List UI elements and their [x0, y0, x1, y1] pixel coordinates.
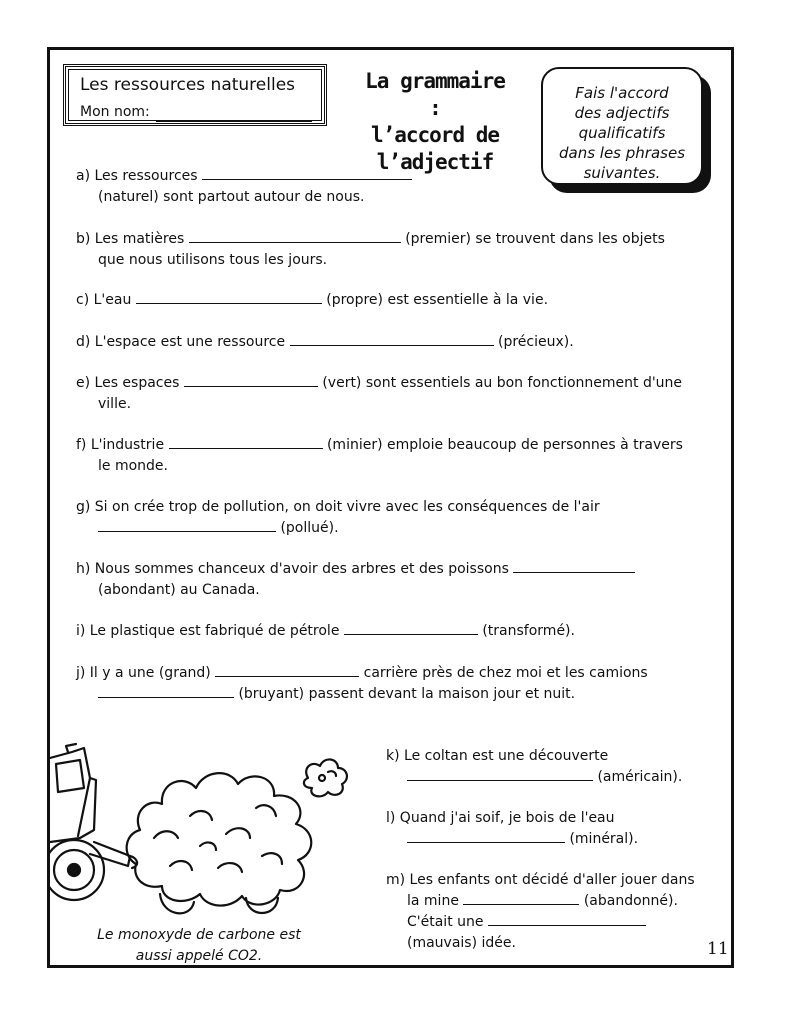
question-g: g) Si on crée trop de pollution, on doit vivre avec les conséquences de l'air (pollué).: [76, 499, 600, 536]
name-label: Mon nom:: [80, 104, 150, 120]
worksheet-title: Les ressources naturelles: [80, 75, 296, 95]
question-e: e) Les espaces (vert) sont essentiels au bon fonctionnement d'une ville.: [76, 375, 683, 412]
question-k: k) Le coltan est une découverte (américain).: [386, 748, 683, 785]
answer-blank-m2[interactable]: [488, 912, 646, 926]
answer-blank-c[interactable]: [136, 290, 322, 304]
question-a: a) Les ressources (naturel) sont partout autour de nous.: [76, 166, 412, 208]
question-d: d) L'espace est une ressource (précieux).: [76, 334, 574, 350]
answer-blank-g[interactable]: [98, 518, 276, 532]
page-heading: La grammaire : l’accord de l’adjectif: [365, 69, 505, 174]
truck-exhaust-cloud-icon: [50, 738, 370, 928]
answer-blank-b[interactable]: [189, 229, 401, 243]
question-m: m) Les enfants ont décidé d'aller jouer dans la mine (abandonné). C'était une (mauvais) idée.: [386, 872, 695, 951]
question-j: j) Il y a une (grand) carrière près de chez moi et les camions (bruyant) passent devant la maison jour et nuit.: [76, 665, 648, 702]
instructions-card: Fais l'accord des adjectifs qualificatifs dans les phrases suivantes.: [541, 67, 703, 185]
answer-blank-h[interactable]: [513, 559, 635, 573]
question-h: h) Nous sommes chanceux d'avoir des arbres et des poissons (abondant) au Canada.: [76, 559, 635, 601]
answer-blank-k[interactable]: [407, 767, 593, 781]
answer-blank-d[interactable]: [290, 332, 494, 346]
question-i: i) Le plastique est fabriqué de pétrole (transformé).: [76, 623, 575, 639]
title-box: [63, 64, 327, 126]
illustration-caption: Le monoxyde de carbone est aussi appelé CO2.: [97, 927, 301, 964]
answer-blank-i[interactable]: [344, 621, 478, 635]
answer-blank-f[interactable]: [169, 435, 323, 449]
question-f: f) L'industrie (minier) emploie beaucoup de personnes à travers le monde.: [76, 437, 683, 474]
answer-blank-j2[interactable]: [98, 684, 234, 698]
name-field[interactable]: [156, 121, 312, 122]
question-l: l) Quand j'ai soif, je bois de l'eau (minéral).: [386, 810, 639, 847]
answer-blank-j1[interactable]: [215, 663, 359, 677]
page-number: 11: [707, 939, 729, 959]
question-c: c) L'eau (propre) est essentielle à la vie.: [76, 292, 549, 308]
answer-blank-e[interactable]: [184, 373, 318, 387]
answer-blank-l[interactable]: [407, 829, 565, 843]
answer-blank-a[interactable]: [202, 166, 412, 180]
answer-blank-m1[interactable]: [463, 891, 579, 905]
question-b: b) Les matières (premier) se trouvent dans les objets que nous utilisons tous les jours.: [76, 231, 665, 268]
instructions-box: [541, 67, 711, 193]
